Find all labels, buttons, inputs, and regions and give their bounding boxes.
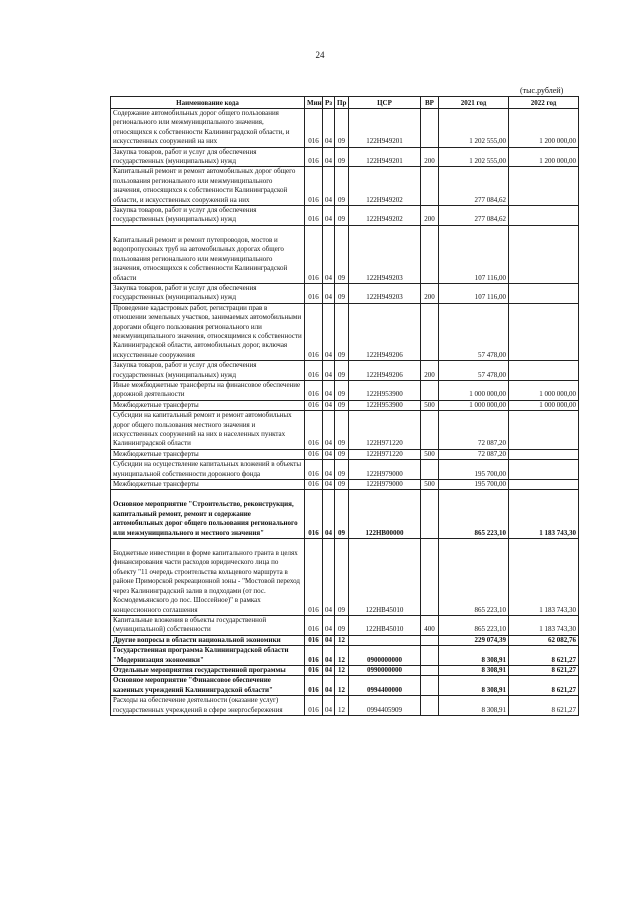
cell-rz: 04 (323, 400, 335, 410)
cell-name: Субсидии на капитальный ремонт и ремонт автомобильных дорог общего пользования местного значения и искусственных сооружений на них в населенных пунктах Калининградской области (111, 411, 305, 450)
table-row (111, 361, 579, 381)
cell-csr: 122Н953900 (349, 400, 421, 410)
column-header-pr: Пр (335, 97, 349, 109)
cell-pr: 09 (335, 283, 349, 303)
cell-2021: 57 478,00 (439, 303, 509, 360)
cell-pr: 09 (335, 361, 349, 381)
cell-name: Государственная программа Калининградской области "Модернизация экономики" (111, 646, 305, 666)
cell-min: 016 (305, 635, 323, 645)
cell-2022 (509, 411, 579, 450)
cell-min: 016 (305, 646, 323, 666)
cell-2021: 1 000 000,00 (439, 380, 509, 400)
cell-2022: 8 621,27 (509, 696, 579, 716)
cell-name: Основное мероприятие "Строительство, реконструкция, капитальный ремонт, ремонт и содержание автомобильных дорог общего пользования регионального или межмуниципального и местного значения" (111, 490, 305, 539)
cell-min: 016 (305, 361, 323, 381)
cell-min: 016 (305, 411, 323, 450)
cell-2021: 195 700,00 (439, 460, 509, 480)
cell-2021: 1 202 555,00 (439, 109, 509, 148)
cell-2022 (509, 206, 579, 226)
cell-vr (421, 380, 439, 400)
cell-2021: 8 308,91 (439, 676, 509, 696)
cell-2021: 277 084,62 (439, 206, 509, 226)
page-number: 24 (315, 50, 325, 60)
cell-pr: 12 (335, 696, 349, 716)
cell-2021: 8 308,91 (439, 646, 509, 666)
cell-2022: 1 200 000,00 (509, 147, 579, 167)
cell-pr: 12 (335, 676, 349, 696)
cell-2022 (509, 303, 579, 360)
cell-rz: 04 (323, 283, 335, 303)
cell-2022: 1 183 743,30 (509, 539, 579, 616)
cell-rz: 04 (323, 361, 335, 381)
cell-min: 016 (305, 147, 323, 167)
cell-min: 016 (305, 460, 323, 480)
table-row (111, 539, 579, 616)
cell-pr: 12 (335, 665, 349, 675)
cell-csr: 122НВ45010 (349, 615, 421, 635)
cell-min: 016 (305, 225, 323, 283)
table-row (111, 411, 579, 450)
cell-pr: 09 (335, 109, 349, 148)
cell-vr: 500 (421, 400, 439, 410)
cell-name: Содержание автомобильных дорог общего пользования регионального или межмуниципального значения, относящихся к собственности Калининградской области, и искусственных сооружений на них (111, 109, 305, 148)
cell-csr: 0990000000 (349, 665, 421, 675)
cell-name: Закупка товаров, работ и услуг для обеспечения государственных (муниципальных) нужд (111, 206, 305, 226)
cell-pr: 09 (335, 147, 349, 167)
cell-vr (421, 665, 439, 675)
table-row (111, 635, 579, 645)
cell-csr: 122Н949203 (349, 225, 421, 283)
cell-csr: 122Н971220 (349, 411, 421, 450)
cell-vr: 400 (421, 615, 439, 635)
cell-pr: 12 (335, 635, 349, 645)
cell-csr: 122Н949203 (349, 283, 421, 303)
cell-vr (421, 696, 439, 716)
table-row (111, 206, 579, 226)
cell-pr: 09 (335, 225, 349, 283)
table-row (111, 665, 579, 675)
cell-min: 016 (305, 449, 323, 459)
cell-rz: 04 (323, 696, 335, 716)
cell-vr (421, 635, 439, 645)
cell-min: 016 (305, 615, 323, 635)
units-label: (тыс.рублей) (520, 86, 564, 95)
cell-pr: 09 (335, 615, 349, 635)
cell-name: Проведение кадастровых работ, регистрации прав в отношении земельных участков, занимаемых автомобильными дорогами общего пользования регионального или межмуниципального значения, относящимися к собственности Калининградской области, автомобильных дорог, включая искусственные сооружения (111, 303, 305, 360)
cell-rz: 04 (323, 665, 335, 675)
cell-rz: 04 (323, 490, 335, 539)
column-header-name: Наименование кода (111, 97, 305, 109)
table-row (111, 303, 579, 360)
cell-2021: 195 700,00 (439, 480, 509, 490)
cell-name: Закупка товаров, работ и услуг для обеспечения государственных (муниципальных) нужд (111, 283, 305, 303)
cell-pr: 09 (335, 303, 349, 360)
cell-rz: 04 (323, 109, 335, 148)
cell-2021: 57 478,00 (439, 361, 509, 381)
cell-csr: 122НВ45010 (349, 539, 421, 616)
table-body (111, 109, 579, 716)
cell-min: 016 (305, 676, 323, 696)
cell-pr: 09 (335, 539, 349, 616)
cell-2022: 1 200 000,00 (509, 109, 579, 148)
cell-pr: 09 (335, 490, 349, 539)
cell-2022: 62 082,76 (509, 635, 579, 645)
table-row (111, 490, 579, 539)
cell-name: Расходы на обеспечение деятельности (оказание услуг) государственных учреждений в сфере энергосбережения (111, 696, 305, 716)
cell-2021: 72 087,20 (439, 411, 509, 450)
cell-rz: 04 (323, 167, 335, 206)
column-header-2021: 2021 год (439, 97, 509, 109)
table-row (111, 147, 579, 167)
cell-2022 (509, 167, 579, 206)
cell-vr (421, 646, 439, 666)
cell-pr: 09 (335, 400, 349, 410)
cell-csr: 122Н953900 (349, 380, 421, 400)
column-header-rz: Рз (323, 97, 335, 109)
cell-vr (421, 490, 439, 539)
table-row (111, 676, 579, 696)
column-header-vr: ВР (421, 97, 439, 109)
cell-name: Другие вопросы в области национальной экономики (111, 635, 305, 645)
table-row (111, 646, 579, 666)
cell-min: 016 (305, 480, 323, 490)
cell-2022: 8 621,27 (509, 646, 579, 666)
cell-csr: 122Н979000 (349, 480, 421, 490)
cell-pr: 09 (335, 411, 349, 450)
cell-name: Закупка товаров, работ и услуг для обеспечения государственных (муниципальных) нужд (111, 361, 305, 381)
cell-csr: 122Н979000 (349, 460, 421, 480)
cell-csr: 122Н949206 (349, 361, 421, 381)
cell-csr: 0900000000 (349, 646, 421, 666)
cell-rz: 04 (323, 303, 335, 360)
cell-min: 016 (305, 696, 323, 716)
cell-2021: 72 087,20 (439, 449, 509, 459)
cell-name: Субсидии на осуществление капитальных вложений в объекты муниципальной собственности дорожного фонда (111, 460, 305, 480)
cell-name: Иные межбюджетные трансферты на финансовое обеспечение дорожной деятельности (111, 380, 305, 400)
cell-name: Межбюджетные трансферты (111, 449, 305, 459)
cell-2022 (509, 283, 579, 303)
cell-csr: 0994400000 (349, 676, 421, 696)
cell-pr: 12 (335, 646, 349, 666)
cell-vr (421, 539, 439, 616)
cell-vr (421, 303, 439, 360)
column-header-2022: 2022 год (509, 97, 579, 109)
cell-rz: 04 (323, 676, 335, 696)
cell-2021: 229 074,39 (439, 635, 509, 645)
cell-2021: 8 308,91 (439, 696, 509, 716)
table-row (111, 480, 579, 490)
table-row (111, 696, 579, 716)
table-row (111, 615, 579, 635)
column-header-csr: ЦСР (349, 97, 421, 109)
cell-csr: 122Н949206 (349, 303, 421, 360)
cell-name: Капитальный ремонт и ремонт автомобильных дорог общего пользования регионального или межмуниципального значения, относящихся к собственности Калининградской области, и искусственных сооружений на них (111, 167, 305, 206)
cell-name: Межбюджетные трансферты (111, 400, 305, 410)
cell-min: 016 (305, 400, 323, 410)
cell-min: 016 (305, 167, 323, 206)
cell-min: 016 (305, 303, 323, 360)
cell-pr: 09 (335, 167, 349, 206)
table-row (111, 400, 579, 410)
cell-2022 (509, 480, 579, 490)
cell-name: Закупка товаров, работ и услуг для обеспечения государственных (муниципальных) нужд (111, 147, 305, 167)
cell-csr: 0994405909 (349, 696, 421, 716)
cell-name: Отдельные мероприятия государственной программы (111, 665, 305, 675)
cell-pr: 09 (335, 460, 349, 480)
cell-vr (421, 676, 439, 696)
cell-csr: 122Н949202 (349, 206, 421, 226)
table-row (111, 225, 579, 283)
budget-table (110, 96, 579, 716)
cell-2021: 865 223,10 (439, 615, 509, 635)
cell-name: Межбюджетные трансферты (111, 480, 305, 490)
cell-min: 016 (305, 109, 323, 148)
cell-vr: 200 (421, 283, 439, 303)
table-row (111, 283, 579, 303)
cell-rz: 04 (323, 646, 335, 666)
cell-min: 016 (305, 206, 323, 226)
column-header-min: Мин (305, 97, 323, 109)
cell-csr: 122Н949201 (349, 147, 421, 167)
table-header-row (111, 97, 579, 109)
cell-vr (421, 460, 439, 480)
cell-vr: 200 (421, 206, 439, 226)
cell-2022: 1 183 743,30 (509, 490, 579, 539)
cell-rz: 04 (323, 460, 335, 480)
cell-rz: 04 (323, 411, 335, 450)
cell-2022 (509, 361, 579, 381)
cell-2021: 8 308,91 (439, 665, 509, 675)
cell-2022: 8 621,27 (509, 676, 579, 696)
cell-rz: 04 (323, 225, 335, 283)
cell-vr (421, 411, 439, 450)
cell-pr: 09 (335, 380, 349, 400)
cell-name: Капитальные вложения в объекты государственной (муниципальной) собственности (111, 615, 305, 635)
cell-min: 016 (305, 283, 323, 303)
cell-rz: 04 (323, 635, 335, 645)
cell-csr (349, 635, 421, 645)
cell-name: Бюджетные инвестиции в форме капитального гранта в целях финансирования части расходов юридического лица по объекту "11 очередь строительства кольцевого маршрута в районе Приморской рекреационной зоны - "Мостовой переход через Калининградский залив в подходами (от пос. Космодемьянского до пос. Шоссейное)" в рамках концессионного соглашения (111, 539, 305, 616)
cell-rz: 04 (323, 615, 335, 635)
cell-2021: 1 000 000,00 (439, 400, 509, 410)
table-row (111, 109, 579, 148)
cell-2022: 1 000 000,00 (509, 400, 579, 410)
cell-2022 (509, 225, 579, 283)
cell-rz: 04 (323, 206, 335, 226)
cell-2022 (509, 460, 579, 480)
cell-2021: 277 084,62 (439, 167, 509, 206)
table-row (111, 380, 579, 400)
cell-2021: 107 116,00 (439, 283, 509, 303)
cell-2021: 865 223,10 (439, 539, 509, 616)
cell-vr: 200 (421, 147, 439, 167)
cell-vr (421, 225, 439, 283)
cell-vr: 500 (421, 480, 439, 490)
table-row (111, 460, 579, 480)
cell-2022: 1 000 000,00 (509, 380, 579, 400)
cell-vr (421, 109, 439, 148)
cell-pr: 09 (335, 206, 349, 226)
cell-name: Капитальный ремонт и ремонт путепроводов, мостов и водопропускных труб на автомобильных дорогах общего пользования регионального или межмуниципального значения, относящихся к собственности Калининградской области (111, 225, 305, 283)
cell-2021: 1 202 555,00 (439, 147, 509, 167)
cell-rz: 04 (323, 449, 335, 459)
cell-rz: 04 (323, 539, 335, 616)
cell-2022: 8 621,27 (509, 665, 579, 675)
cell-rz: 04 (323, 380, 335, 400)
cell-2022 (509, 449, 579, 459)
cell-vr: 200 (421, 361, 439, 381)
table-row (111, 449, 579, 459)
table-row (111, 167, 579, 206)
cell-vr (421, 167, 439, 206)
cell-name: Основное мероприятие "Финансовое обеспечение казенных учреждений Калининградской области" (111, 676, 305, 696)
cell-vr: 500 (421, 449, 439, 459)
cell-rz: 04 (323, 147, 335, 167)
cell-csr: 122Н949201 (349, 109, 421, 148)
cell-2021: 107 116,00 (439, 225, 509, 283)
cell-pr: 09 (335, 480, 349, 490)
cell-min: 016 (305, 490, 323, 539)
cell-csr: 122НВ00000 (349, 490, 421, 539)
cell-min: 016 (305, 539, 323, 616)
cell-pr: 09 (335, 449, 349, 459)
cell-csr: 122Н949202 (349, 167, 421, 206)
cell-csr: 122Н971220 (349, 449, 421, 459)
cell-2021: 865 223,10 (439, 490, 509, 539)
cell-2022: 1 183 743,30 (509, 615, 579, 635)
cell-rz: 04 (323, 480, 335, 490)
cell-min: 016 (305, 380, 323, 400)
cell-min: 016 (305, 665, 323, 675)
